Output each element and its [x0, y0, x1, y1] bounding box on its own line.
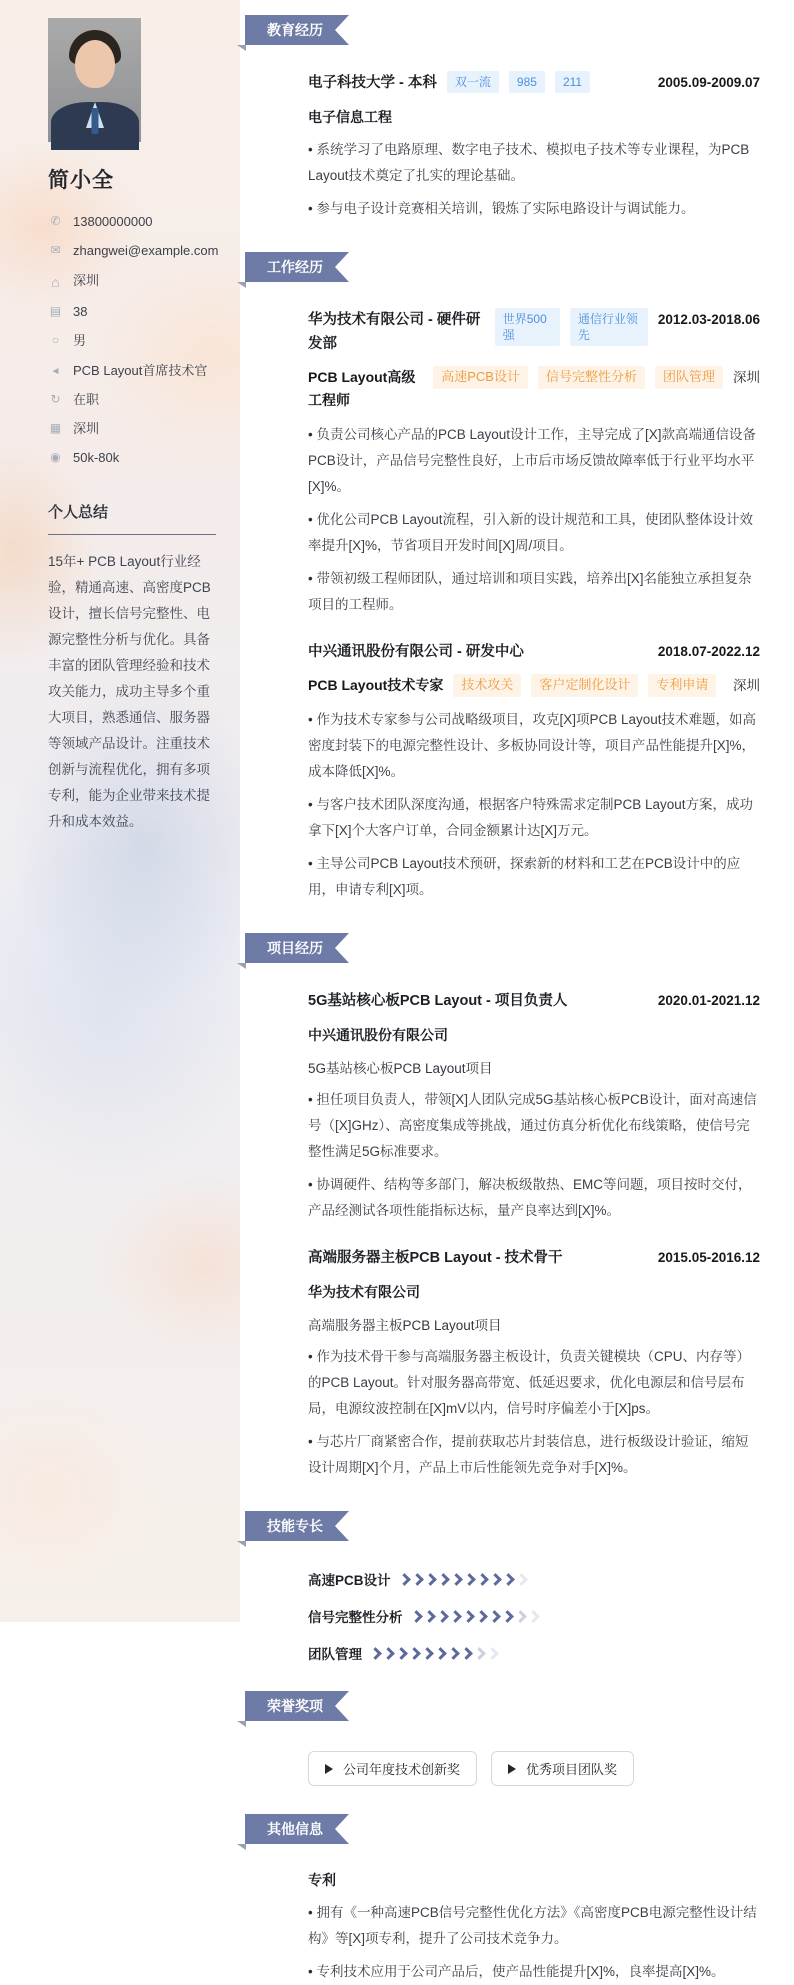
chevron-icon [437, 1573, 450, 1586]
education-bullet: • 系统学习了电路原理、数字电子技术、模拟电子技术等专业课程，为PCB Layout技术奠定了扎实的理论基础。 [308, 137, 760, 189]
education-date: 2005.09-2009.07 [657, 75, 760, 90]
awards-row [308, 1751, 760, 1786]
photo-tie [91, 108, 98, 134]
section-title-projects: 项目经历 [267, 940, 323, 956]
phone-icon [48, 214, 63, 230]
company-tag: 世界500强 [495, 308, 560, 346]
section-banner-other [245, 1814, 349, 1844]
section-title-other: 其他信息 [267, 1821, 323, 1837]
salary-icon [48, 450, 63, 466]
banner-fold [237, 282, 246, 288]
contact-email [48, 243, 219, 259]
skill-name: 高速PCB设计 [308, 1573, 391, 1588]
status-icon [48, 392, 63, 408]
contact-status [48, 392, 216, 408]
role-tag: 团队管理 [655, 366, 723, 389]
job-bullet: • 带领初级工程师团队，通过培训和项目实践，培养出[X]名能独立承担复杂项目的工程师。 [308, 566, 760, 618]
banner-fold [237, 963, 246, 969]
contact-job-title [48, 363, 216, 379]
contact-location [48, 273, 216, 292]
section-banner-honors [245, 1691, 349, 1721]
role-tag: 高速PCB设计 [433, 366, 528, 389]
education-header-row [308, 71, 760, 95]
skill-level-indicator [371, 1649, 501, 1658]
city-icon [48, 421, 63, 437]
summary-title: 个人总结 [48, 501, 216, 535]
age-icon [48, 304, 63, 320]
award-label: 公司年度技术创新奖 [343, 1762, 461, 1777]
banner-fold [237, 1721, 246, 1727]
chevron-icon [411, 1573, 424, 1586]
other-bullet: • 专利技术应用于公司产品后，使产品性能提升[X]%，良率提高[X]%。 [308, 1959, 760, 1985]
skill-level-indicator [412, 1612, 542, 1621]
chevron-icon [460, 1647, 473, 1660]
resume-main [240, 0, 794, 1979]
chevron-icon [398, 1573, 411, 1586]
major-name: 电子信息工程 [308, 109, 392, 125]
summary-text: 15年+ PCB Layout行业经验，精通高速、高密度PCB设计，擅长信号完整性、电源完整性分析与优化。具备丰富的团队管理经验和技术攻关能力，成功主导多个重大项目，熟悉通信、服务器等领域产品设计。注重技术创新与流程优化，拥有多项专利，能为企业带来技术提升和成本效益。 [48, 553, 211, 829]
company-name: 华为技术有限公司 - 硬件研发部 [308, 312, 481, 352]
chevron-icon [382, 1647, 395, 1660]
skill-item [308, 1606, 542, 1626]
contact-age [48, 304, 216, 320]
chevron-icon [410, 1610, 423, 1623]
project-bullet: • 作为技术骨干参与高端服务器主板设计，负责关键模块（CPU、内存等）的PCB Layout。针对服务器高带宽、低延迟要求，优化电源层和信号层布局，电源纹波控制在[X]mV以内，信号时序偏差小于[X]ps。 [308, 1344, 760, 1422]
skill-name: 信号完整性分析 [308, 1610, 403, 1625]
play-icon [325, 1764, 333, 1774]
chevron-icon [463, 1573, 476, 1586]
contact-job-title-value: PCB Layout首席技术官 [73, 362, 208, 378]
role-title: PCB Layout技术专家 [308, 677, 444, 693]
role-title: PCB Layout高级工程师 [308, 369, 416, 408]
chevron-icon [449, 1610, 462, 1623]
chevron-icon [450, 1573, 463, 1586]
section-title-honors: 荣誉奖项 [267, 1698, 323, 1714]
section-title-skills: 技能专长 [267, 1518, 323, 1534]
project-name: 5G基站核心板PCB Layout - 项目负责人 [308, 993, 568, 1009]
chevron-icon [462, 1610, 475, 1623]
chevron-icon [395, 1647, 408, 1660]
play-icon [508, 1764, 516, 1774]
company-tag: 通信行业领先 [570, 308, 648, 346]
project-bullet: • 担任项目负责人，带领[X]人团队完成5G基站核心板PCB设计，面对高速信号（[X]GHz）、高密度集成等挑战，通过仿真分析优化布线策略，使信号完整性满足5G标准要求。 [308, 1087, 760, 1165]
chevron-icon [447, 1647, 460, 1660]
project-name: 高端服务器主板PCB Layout - 技术骨干 [308, 1250, 563, 1266]
other-subtitle: 专利 [308, 1872, 336, 1888]
chevron-icon [486, 1647, 499, 1660]
chevron-icon [434, 1647, 447, 1660]
chevron-icon [475, 1610, 488, 1623]
skill-item [308, 1643, 524, 1663]
award-chip[interactable] [308, 1751, 477, 1786]
project-date: 2015.05-2016.12 [657, 1250, 760, 1265]
project-bullet: • 协调硬件、结构等多部门，解决板级散热、EMC等问题，项目按时交付，产品经测试各项性能指标达标，量产良率达到[X]%。 [308, 1172, 760, 1224]
section-banner-projects [245, 933, 349, 963]
section-banner-skills [245, 1511, 349, 1541]
school-tag: 双一流 [447, 71, 499, 93]
skill-level-indicator [400, 1575, 530, 1584]
education-bullet: • 参与电子设计竞赛相关培训，锻炼了实际电路设计与调试能力。 [308, 196, 760, 222]
section-banner-work [245, 252, 349, 282]
school-tag: 985 [509, 71, 545, 93]
project-subtitle: 高端服务器主板PCB Layout项目 [308, 1318, 502, 1333]
location-icon [48, 273, 63, 292]
contact-phone-value: 13800000000 [73, 214, 153, 229]
contact-salary-value: 50k-80k [73, 450, 120, 466]
contact-salary [48, 450, 216, 466]
project-company: 华为技术有限公司 [308, 1284, 420, 1300]
contact-list [48, 214, 219, 467]
job-date: 2012.03-2018.06 [657, 312, 760, 327]
skill-name: 团队管理 [308, 1647, 362, 1662]
role-tag: 信号完整性分析 [538, 366, 645, 389]
chevron-icon [515, 1573, 528, 1586]
job-bullet: • 与客户技术团队深度沟通，根据客户特殊需求定制PCB Layout方案，成功拿下[X]个大客户订单，合同金额累计达[X]万元。 [308, 792, 760, 844]
chevron-icon [369, 1647, 382, 1660]
banner-fold [237, 1844, 246, 1850]
section-banner-education [245, 15, 349, 45]
job-bullet: • 主导公司PCB Layout技术预研，探索新的材料和工艺在PCB设计中的应用，申请专利[X]项。 [308, 851, 760, 903]
job-bullet: • 负责公司核心产品的PCB Layout设计工作，主导完成了[X]款高端通信设备PCB设计，产品信号完整性良好，上市后市场反馈故障率低于行业平均水平[X]%。 [308, 422, 760, 500]
sidebar [0, 0, 240, 1622]
project-header-row [308, 989, 760, 1013]
role-tag: 客户定制化设计 [531, 674, 638, 697]
chevron-icon [502, 1573, 515, 1586]
section-title-work: 工作经历 [267, 259, 323, 275]
banner-fold [237, 45, 246, 51]
chevron-icon [476, 1573, 489, 1586]
title-icon [48, 363, 63, 379]
chevron-icon [501, 1610, 514, 1623]
contact-email-value: zhangwei@example.com [73, 243, 219, 259]
job-bullet: • 优化公司PCB Layout流程，引入新的设计规范和工具，使团队整体设计效率提升[X]%，节省项目开发时间[X]周/项目。 [308, 507, 760, 559]
school-name: 电子科技大学 - 本科 [308, 75, 437, 91]
role-row [308, 366, 760, 412]
chevron-icon [436, 1610, 449, 1623]
photo-face [75, 40, 115, 88]
gender-icon [48, 333, 63, 349]
chevron-icon [527, 1610, 540, 1623]
candidate-name: 简小全 [48, 169, 114, 192]
profile-photo [48, 18, 141, 142]
chevron-icon [421, 1647, 434, 1660]
chevron-icon [423, 1610, 436, 1623]
contact-phone [48, 214, 216, 230]
skill-item [308, 1569, 530, 1589]
section-title-education: 教育经历 [267, 22, 323, 38]
project-company: 中兴通讯股份有限公司 [308, 1027, 448, 1043]
role-row [308, 674, 760, 697]
award-label: 优秀项目团队奖 [526, 1762, 618, 1777]
contact-status-value: 在职 [73, 391, 100, 407]
company-name: 中兴通讯股份有限公司 - 研发中心 [308, 644, 524, 660]
contact-city [48, 421, 216, 437]
school-tag: 211 [555, 71, 590, 93]
email-icon [48, 243, 63, 259]
contact-city-value: 深圳 [73, 421, 100, 437]
project-header-row [308, 1246, 760, 1270]
contact-gender-value: 男 [73, 333, 87, 349]
other-bullet: • 拥有《一种高速PCB信号完整性优化方法》《高密度PCB电源完整性设计结构》等[X]项专利，提升了公司技术竞争力。 [308, 1900, 760, 1952]
project-subtitle: 5G基站核心板PCB Layout项目 [308, 1061, 493, 1076]
contact-location-value: 深圳 [73, 272, 100, 288]
contact-age-value: 38 [73, 304, 88, 320]
job-header-row [308, 308, 760, 356]
chevron-icon [489, 1573, 502, 1586]
award-chip[interactable] [491, 1751, 634, 1786]
role-tag: 技术攻关 [453, 674, 521, 697]
job-date: 2018.07-2022.12 [657, 644, 760, 659]
project-bullet: • 与芯片厂商紧密合作，提前获取芯片封装信息，进行板级设计验证，缩短设计周期[X]个月，产品上市后性能领先竞争对手[X]%。 [308, 1429, 760, 1481]
chevron-icon [473, 1647, 486, 1660]
job-bullet: • 作为技术专家参与公司战略级项目，攻克[X]项PCB Layout技术难题，如高密度封装下的电源完整性设计、多板协同设计等，项目产品性能提升[X]%，成本降低[X]%。 [308, 707, 760, 785]
chevron-icon [488, 1610, 501, 1623]
job-header-row [308, 640, 760, 664]
job-location: 深圳 [733, 678, 760, 693]
chevron-icon [424, 1573, 437, 1586]
contact-gender [48, 333, 216, 349]
project-date: 2020.01-2021.12 [657, 993, 760, 1008]
role-tag: 专利申请 [648, 674, 716, 697]
skills-list [308, 1569, 760, 1663]
job-location: 深圳 [733, 370, 760, 385]
banner-fold [237, 1541, 246, 1547]
chevron-icon [514, 1610, 527, 1623]
chevron-icon [408, 1647, 421, 1660]
